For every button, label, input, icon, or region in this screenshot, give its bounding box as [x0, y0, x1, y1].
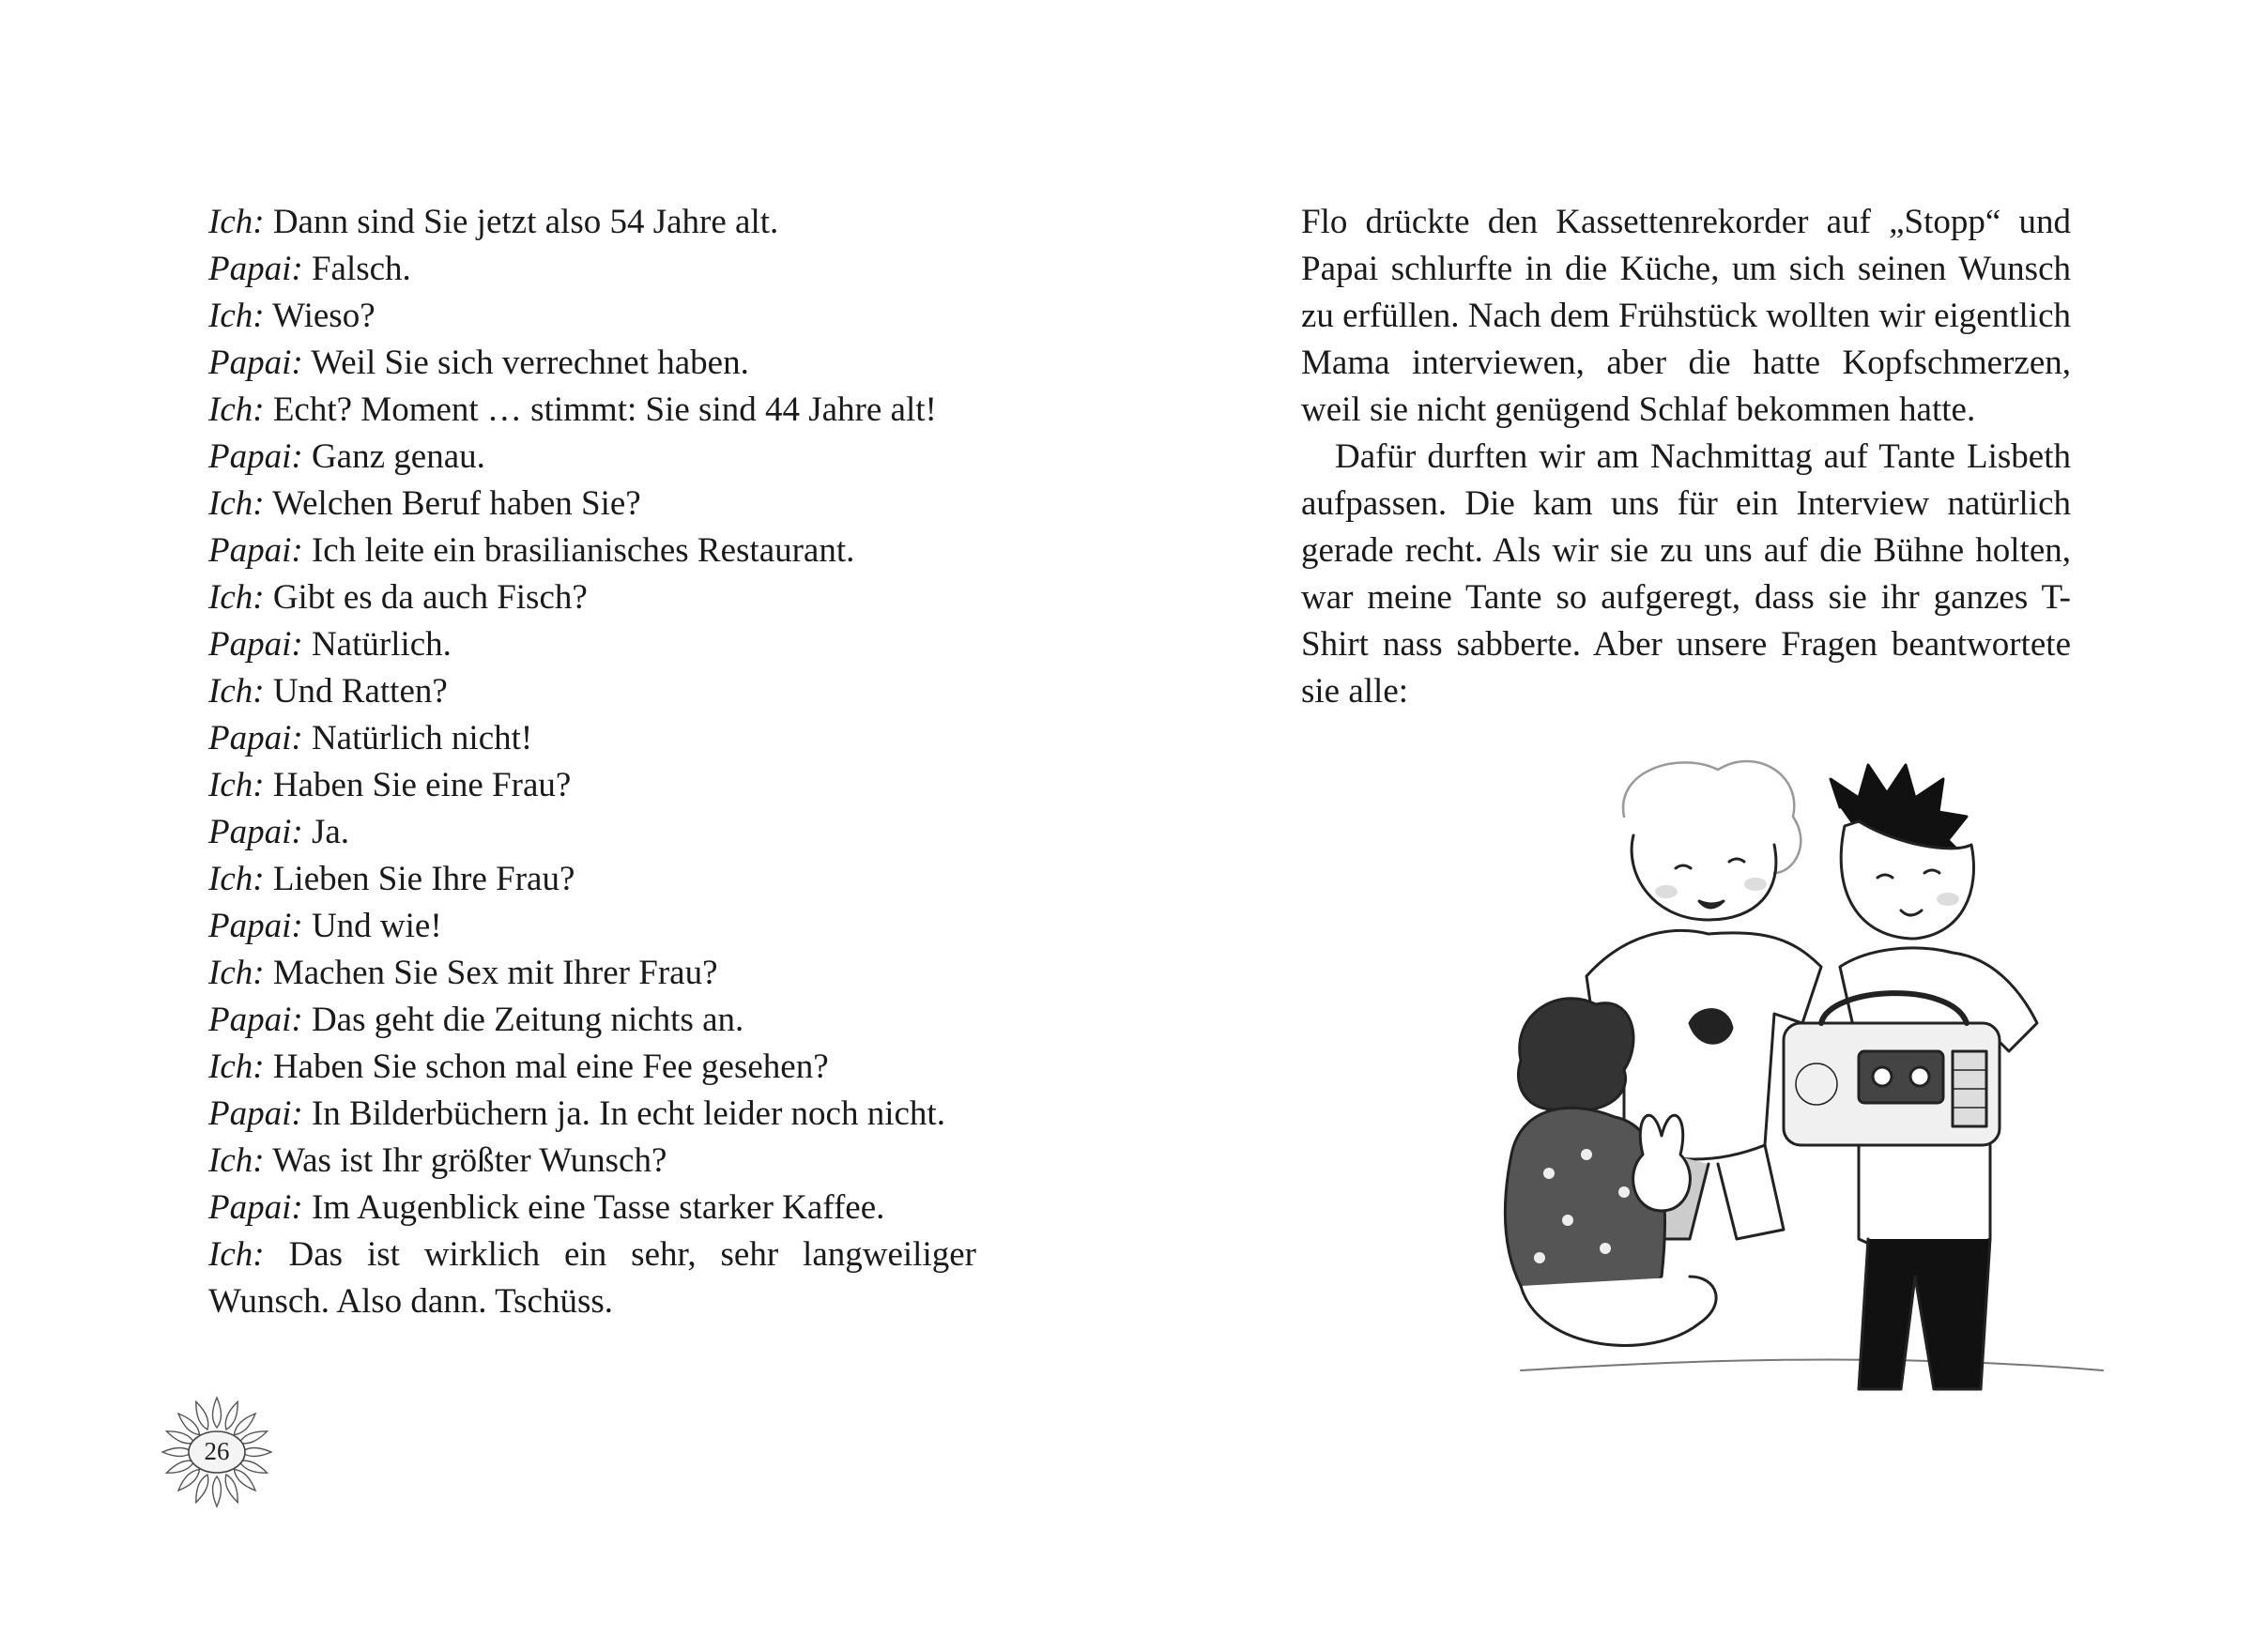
- illustration-drawing: [1483, 751, 2140, 1408]
- speaker-label: Ich:: [208, 954, 265, 992]
- speaker-label: Papai:: [208, 437, 303, 476]
- dialogue-line: [208, 1185, 976, 1231]
- dialogue-text: Wieso?: [264, 297, 376, 335]
- speaker-label: Ich:: [208, 766, 265, 804]
- dialogue-line: [208, 856, 976, 903]
- dialogue-text: Weil Sie sich verrechnet haben.: [302, 344, 749, 382]
- left-page-dialogue: [208, 199, 976, 1325]
- dialogue-line: [208, 1231, 976, 1325]
- dialogue-text: Haben Sie schon mal eine Fee gesehen?: [264, 1048, 829, 1086]
- speaker-label: Ich:: [208, 1235, 265, 1274]
- dialogue-text: Haben Sie eine Frau?: [264, 766, 572, 804]
- page-number: 26: [204, 1437, 230, 1465]
- dialogue-text: Falsch.: [302, 250, 411, 288]
- dialogue-line: [208, 950, 976, 997]
- dialogue-line: [208, 387, 976, 434]
- dialogue-line: [208, 903, 976, 950]
- dialogue-line: [208, 528, 976, 574]
- speaker-label: Papai:: [208, 531, 303, 570]
- dialogue-line: [208, 1091, 976, 1138]
- dialogue-text: Das geht die Zeitung nichts an.: [302, 1001, 744, 1039]
- dialogue-text: Natürlich nicht!: [302, 719, 533, 757]
- speaker-label: Ich:: [208, 484, 265, 523]
- right-page-text: [1301, 199, 2071, 715]
- dialogue-text: Im Augenblick eine Tasse starker Kaffee.: [302, 1188, 885, 1227]
- paragraph: Flo drückte den Kassettenrekorder auf „Stopp“ und Papai schlurfte in die Küche, um sich seinen Wunsch zu erfüllen. Nach dem Frühstück wollten wir eigentlich Mama interviewen, aber die hatte Kopfschmerzen, weil sie nicht genügend Schlaf bekommen hatte.: [1301, 203, 2071, 429]
- speaker-label: Papai:: [208, 813, 303, 851]
- paragraph: Dafür durften wir am Nachmittag auf Tante Lisbeth aufpassen. Die kam uns für ein Interview natürlich gerade recht. Als wir sie zu uns auf die Bühne holten, war meine Tante so aufgeregt, dass sie ihr ganzes T-Shirt nass sabberte. Aber unsere Fragen beantwortete sie alle:: [1301, 437, 2071, 711]
- speaker-label: Papai:: [208, 1188, 303, 1227]
- speaker-label: Ich:: [208, 1048, 265, 1086]
- speaker-label: Ich:: [208, 672, 265, 711]
- speaker-label: Papai:: [208, 1001, 303, 1039]
- dialogue-text: Ganz genau.: [302, 437, 485, 476]
- dialogue-line: [208, 574, 976, 621]
- speaker-label: Papai:: [208, 250, 303, 288]
- dialogue-text: In Bilderbüchern ja. In echt leider noch nicht.: [302, 1094, 945, 1133]
- speaker-label: Ich:: [208, 203, 265, 241]
- dialogue-text: Echt? Moment … stimmt: Sie sind 44 Jahre alt!: [264, 390, 937, 429]
- dialogue-line: [208, 715, 976, 762]
- dialogue-line: [208, 293, 976, 340]
- dialogue-text: Natürlich.: [302, 625, 452, 664]
- dialogue-line: [208, 246, 976, 293]
- dialogue-line: [208, 481, 976, 528]
- dialogue-line: [208, 762, 976, 809]
- dialogue-line: [208, 621, 976, 668]
- dialogue-text: Dann sind Sie jetzt also 54 Jahre alt.: [264, 203, 779, 241]
- speaker-label: Ich:: [208, 860, 265, 898]
- dialogue-text: Gibt es da auch Fisch?: [264, 578, 588, 617]
- dialogue-text: Was ist Ihr größter Wunsch?: [264, 1141, 667, 1180]
- dialogue-text: Und wie!: [302, 907, 442, 945]
- dialogue-line: [208, 1138, 976, 1185]
- dialogue-text: Welchen Beruf haben Sie?: [264, 484, 641, 523]
- dialogue-line: [208, 997, 976, 1044]
- dialogue-line: [208, 1044, 976, 1091]
- speaker-label: Papai:: [208, 907, 303, 945]
- dialogue-line: [208, 340, 976, 387]
- dialogue-line: [208, 809, 976, 856]
- dialogue-text: Machen Sie Sex mit Ihrer Frau?: [264, 954, 718, 992]
- dialogue-text: Und Ratten?: [264, 672, 448, 711]
- speaker-label: Papai:: [208, 1094, 303, 1133]
- speaker-label: Ich:: [208, 578, 265, 617]
- dialogue-line: [208, 434, 976, 481]
- page-number-ornament: [158, 1393, 276, 1511]
- dialogue-line: [208, 668, 976, 715]
- speaker-label: Papai:: [208, 719, 303, 757]
- dialogue-text: Ich leite ein brasilianisches Restaurant.: [302, 531, 855, 570]
- dialogue-text: Das ist wirklich ein sehr, sehr langweiliger Wunsch. Also dann. Tschüss.: [208, 1235, 976, 1321]
- speaker-label: Ich:: [208, 1141, 265, 1180]
- speaker-label: Papai:: [208, 344, 303, 382]
- speaker-label: Ich:: [208, 390, 265, 429]
- dialogue-text: Lieben Sie Ihre Frau?: [264, 860, 575, 898]
- speaker-label: Papai:: [208, 625, 303, 664]
- speaker-label: Ich:: [208, 297, 265, 335]
- children-with-cassette-recorder-illustration: [1483, 751, 2140, 1408]
- dialogue-text: Ja.: [302, 813, 350, 851]
- dialogue-line: [208, 199, 976, 246]
